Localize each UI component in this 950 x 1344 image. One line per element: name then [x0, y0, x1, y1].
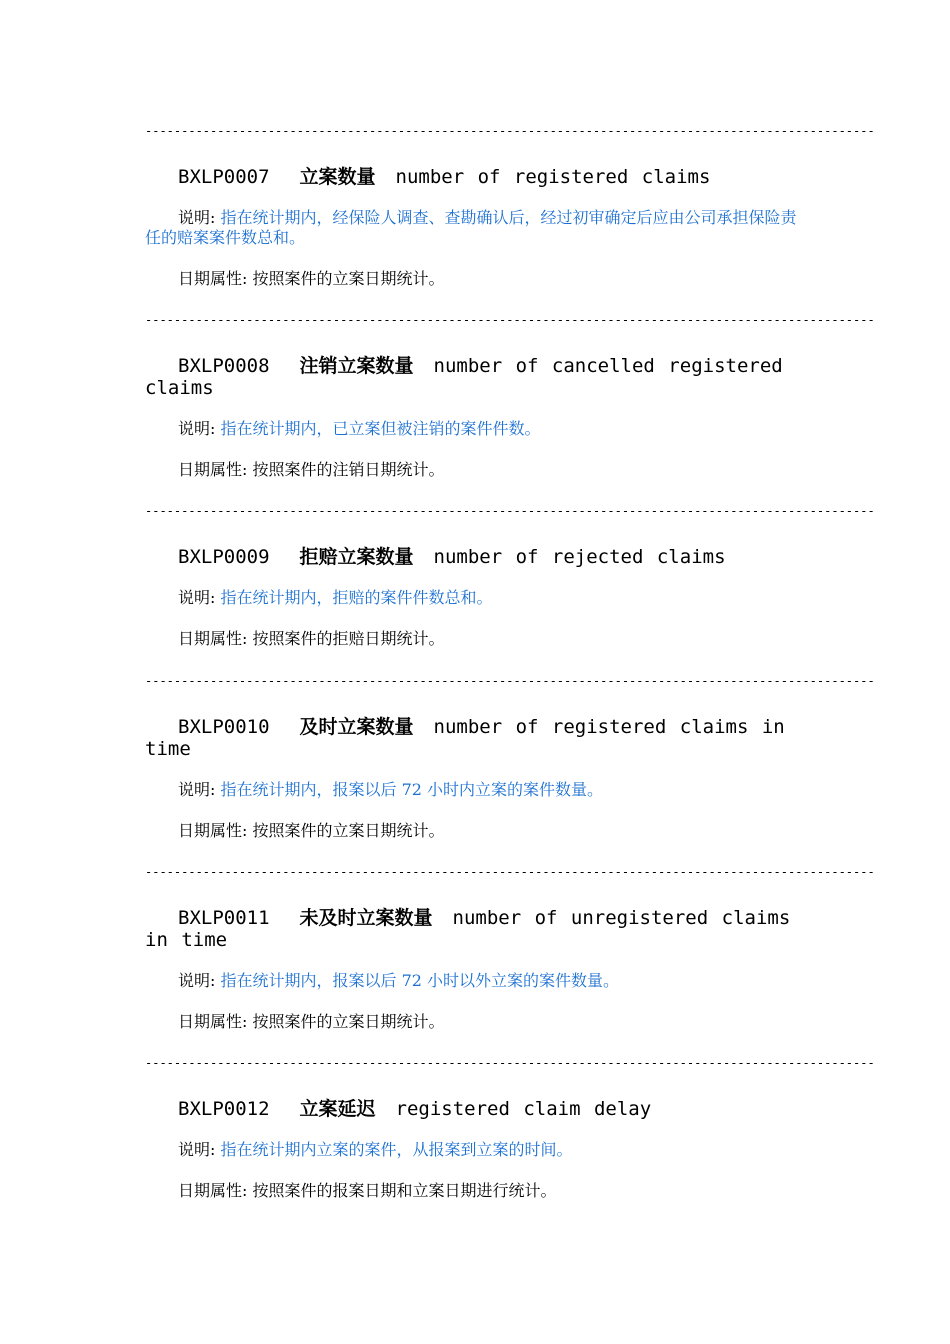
separator-line: -----------------------------------------------------------------------------------------------------	[145, 313, 875, 327]
desc-label: 说明:	[178, 588, 216, 607]
date-label: 日期属性:	[178, 821, 248, 840]
entry-date-attribute	[145, 821, 810, 841]
date-value: 按照案件的报案日期和立案日期进行统计。	[252, 1181, 557, 1200]
entry-title	[145, 546, 810, 568]
entry-code: BXLP0010	[178, 716, 270, 738]
entry-code: BXLP0011	[178, 907, 270, 929]
date-label: 日期属性:	[178, 629, 248, 648]
date-value: 按照案件的立案日期统计。	[252, 821, 445, 840]
desc-value: 指在统计期内，报案以后 72 小时内立案的案件数量。	[220, 780, 604, 799]
entry-description	[145, 1140, 810, 1160]
entry-title	[145, 166, 810, 188]
desc-label: 说明:	[178, 780, 216, 799]
entry-description	[145, 780, 810, 800]
date-value: 按照案件的立案日期统计。	[252, 1012, 445, 1031]
entry-bxlp0009	[145, 504, 875, 649]
desc-value: 指在统计期内，已立案但被注销的案件件数。	[220, 419, 541, 438]
desc-label: 说明:	[178, 1140, 216, 1159]
entry-title	[145, 355, 810, 399]
date-label: 日期属性:	[178, 1012, 248, 1031]
entry-title	[145, 1098, 810, 1120]
date-label: 日期属性:	[178, 269, 248, 288]
entry-bxlp0012	[145, 1056, 875, 1201]
entry-name-cn: 及时立案数量	[299, 716, 414, 738]
entry-code: BXLP0009	[178, 546, 270, 568]
date-value: 按照案件的拒赔日期统计。	[252, 629, 445, 648]
separator-line: -----------------------------------------------------------------------------------------------------	[145, 674, 875, 688]
entry-name-en: registered claim delay	[395, 1098, 652, 1120]
entry-bxlp0008	[145, 313, 875, 480]
entry-description	[145, 208, 810, 248]
entry-name-en: number of unregistered claims in time	[145, 907, 791, 951]
date-value: 按照案件的注销日期统计。	[252, 460, 445, 479]
desc-label: 说明:	[178, 971, 216, 990]
entry-name-en: number of cancelled registered claims	[145, 355, 783, 399]
entry-date-attribute	[145, 1012, 810, 1032]
separator-line: -----------------------------------------------------------------------------------------------------	[145, 1056, 875, 1070]
entry-date-attribute	[145, 460, 810, 480]
separator-line: -----------------------------------------------------------------------------------------------------	[145, 865, 875, 879]
entry-title	[145, 716, 810, 760]
separator-line: -----------------------------------------------------------------------------------------------------	[145, 124, 875, 138]
entry-bxlp0007	[145, 124, 875, 289]
entry-name-cn: 未及时立案数量	[299, 907, 433, 929]
date-label: 日期属性:	[178, 460, 248, 479]
date-label: 日期属性:	[178, 1181, 248, 1200]
desc-label: 说明:	[178, 208, 216, 227]
desc-value: 指在统计期内立案的案件，从报案到立案的时间。	[220, 1140, 573, 1159]
entry-name-en: number of registered claims in time	[145, 716, 785, 760]
entry-date-attribute	[145, 1181, 810, 1201]
entry-title	[145, 907, 810, 951]
entry-date-attribute	[145, 269, 810, 289]
entry-description	[145, 971, 810, 991]
entry-code: BXLP0008	[178, 355, 270, 377]
entry-description	[145, 588, 810, 608]
desc-value: 指在统计期内，拒赔的案件件数总和。	[220, 588, 493, 607]
desc-value: 指在统计期内，经保险人调查、查勘确认后，经过初审确定后应由公司承担保险责任的赔案案件数总和。	[145, 208, 797, 247]
desc-label: 说明:	[178, 419, 216, 438]
separator-line: -----------------------------------------------------------------------------------------------------	[145, 504, 875, 518]
entry-name-en: number of registered claims	[395, 166, 711, 188]
entry-description	[145, 419, 810, 439]
desc-value: 指在统计期内，报案以后 72 小时以外立案的案件数量。	[220, 971, 620, 990]
entry-bxlp0011	[145, 865, 875, 1032]
entry-bxlp0010	[145, 674, 875, 841]
entry-code: BXLP0012	[178, 1098, 270, 1120]
entry-name-cn: 立案延迟	[299, 1098, 376, 1120]
date-value: 按照案件的立案日期统计。	[252, 269, 445, 288]
entry-name-en: number of rejected claims	[433, 546, 726, 568]
entry-name-cn: 立案数量	[299, 166, 376, 188]
entry-name-cn: 拒赔立案数量	[299, 546, 414, 568]
entry-date-attribute	[145, 629, 810, 649]
entry-code: BXLP0007	[178, 166, 270, 188]
entry-name-cn: 注销立案数量	[299, 355, 414, 377]
